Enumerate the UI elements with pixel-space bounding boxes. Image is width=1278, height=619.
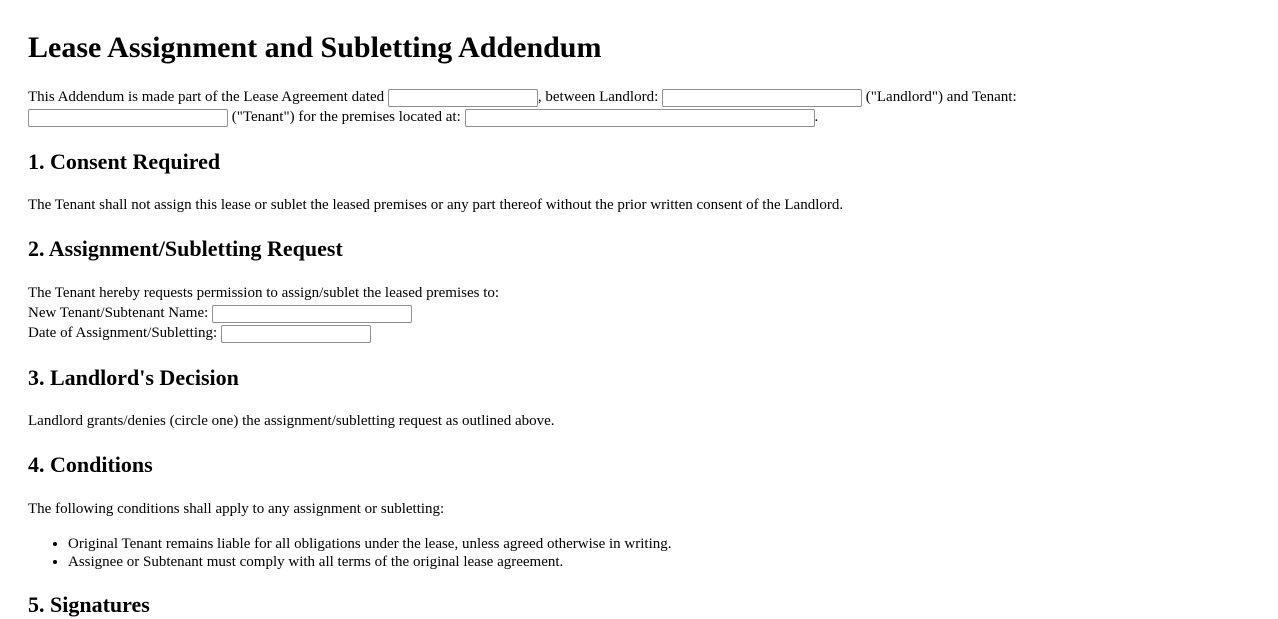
- section-decision-text: Landlord grants/denies (circle one) the assignment/subletting request as outlined above.: [28, 413, 555, 429]
- section-consent-text: The Tenant shall not assign this lease or sublet the leased premises or any part thereof without the prior written consent of the Landlord.: [28, 197, 844, 213]
- section-request-body: [28, 283, 1250, 344]
- section-decision-heading: 3. Landlord's Decision: [28, 364, 239, 390]
- intro-text-5: .: [814, 109, 819, 126]
- intro-text-4: ("Tenant") for the premises located at:: [231, 109, 461, 126]
- list-item: • Original Tenant remains liable for all obligations under the lease, unless agreed otherwise in writing.: [68, 535, 1250, 553]
- section-request-heading: 2. Assignment/Subletting Request: [28, 236, 343, 262]
- premises-address-field[interactable]: [465, 109, 815, 127]
- assignment-date-label: Date of Assignment/Subletting:: [28, 325, 218, 342]
- section-conditions-text: The following conditions shall apply to any assignment or subletting:: [28, 500, 445, 517]
- assignment-date-field[interactable]: [221, 325, 371, 343]
- intro-text-3: ("Landlord") and Tenant:: [865, 89, 1017, 105]
- tenant-name-field[interactable]: [28, 109, 228, 127]
- section-conditions-heading: 4. Conditions: [28, 452, 153, 478]
- conditions-list: [28, 535, 1250, 571]
- intro-text-1: This Addendum is made part of the Lease Agreement dated: [28, 89, 385, 105]
- section-consent-heading: 1. Consent Required: [28, 148, 221, 174]
- list-item: • Assignee or Subtenant must comply with all terms of the original lease agreement.: [68, 553, 1250, 571]
- page-title: Lease Assignment and Subletting Addendum: [28, 31, 602, 64]
- section-request-text: The Tenant hereby requests permission to assign/sublet the leased premises to:: [28, 284, 500, 301]
- new-tenant-label: New Tenant/Subtenant Name:: [28, 305, 209, 321]
- landlord-name-field[interactable]: [662, 89, 862, 107]
- section-signatures-heading: 5. Signatures: [28, 592, 150, 617]
- intro-text-2: , between Landlord:: [537, 89, 659, 105]
- lease-date-field[interactable]: [388, 89, 538, 107]
- new-tenant-name-field[interactable]: [212, 305, 412, 323]
- intro-paragraph: [28, 87, 1250, 128]
